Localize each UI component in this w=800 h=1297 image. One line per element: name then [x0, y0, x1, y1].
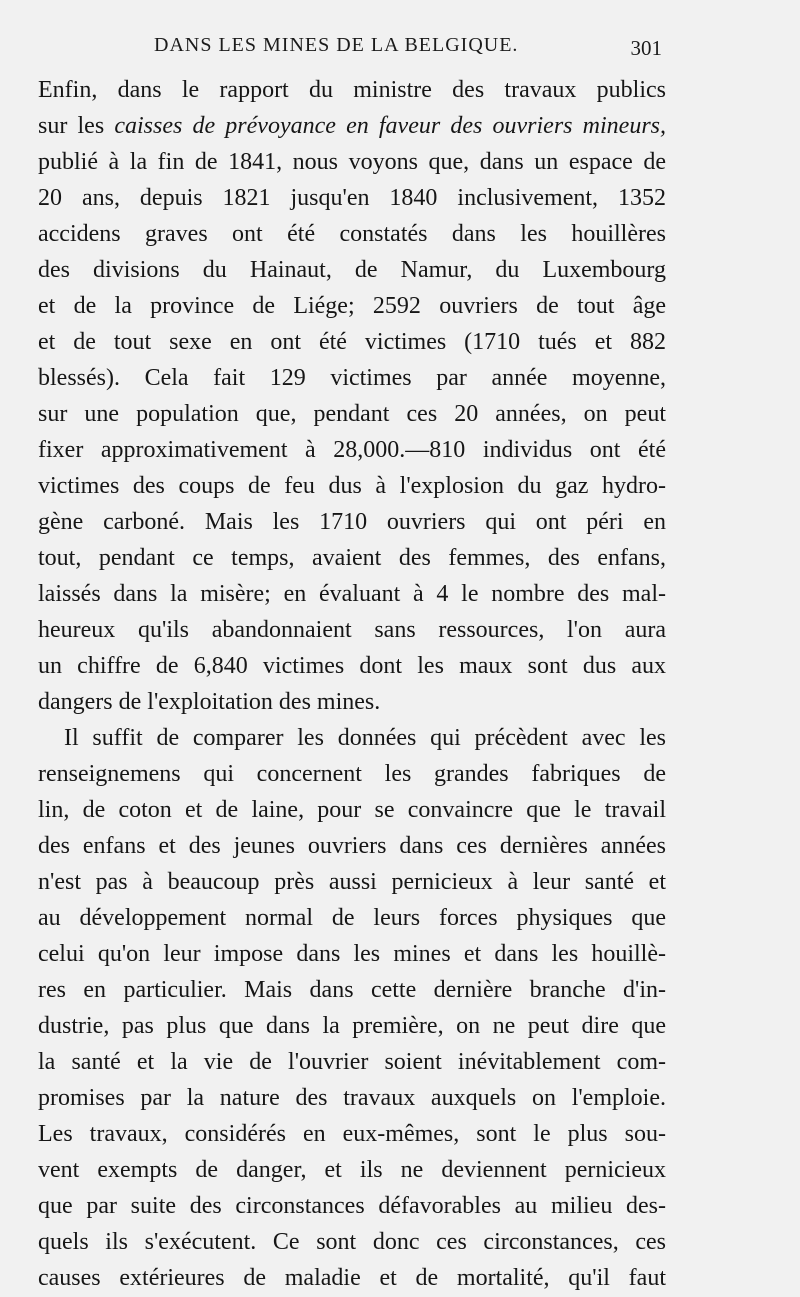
text-line: et de tout sexe en ont été victimes (1710 tués et 882 [38, 329, 666, 355]
text-line: Il suffit de comparer les données qui précèdent avec les [64, 725, 666, 751]
text-line: sur une population que, pendant ces 20 années, on peut [38, 401, 666, 427]
text-line: Enfin, dans le rapport du ministre des travaux publics [38, 77, 666, 103]
text-line: dangers de l'exploitation des mines. [38, 689, 381, 715]
italic-title: caisses de prévoyance en faveur des ouvriers mineurs, [114, 113, 666, 139]
text-line: des divisions du Hainaut, de Namur, du Luxembourg [38, 257, 666, 283]
text-line [38, 108, 666, 144]
page-header [36, 34, 662, 64]
text-line: des enfans et des jeunes ouvriers dans ces dernières années [38, 833, 666, 859]
text-line: accidens graves ont été constatés dans les houillères [38, 221, 666, 247]
text-line: res en particulier. Mais dans cette dernière branche d'in- [38, 977, 666, 1003]
text-line: gène carboné. Mais les 1710 ouvriers qui ont péri en [38, 509, 666, 535]
text-line: tout, pendant ce temps, avaient des femmes, des enfans, [38, 545, 666, 571]
text-line: lin, de coton et de laine, pour se convaincre que le travail [38, 797, 666, 823]
running-head: DANS LES MINES DE LA BELGIQUE. [154, 34, 519, 56]
text-line: quels ils s'exécutent. Ce sont donc ces circonstances, ces [38, 1229, 666, 1255]
text-line: publié à la fin de 1841, nous voyons que, dans un espace de [38, 149, 666, 175]
text-line: que par suite des circonstances défavorables au milieu des- [38, 1193, 666, 1219]
text-line: blessés). Cela fait 129 victimes par année moyenne, [38, 365, 666, 391]
text-segment: sur les [38, 113, 105, 139]
text-line: celui qu'on leur impose dans les mines et dans les houillè- [38, 941, 666, 967]
text-line: victimes des coups de feu dus à l'explosion du gaz hydro- [38, 473, 666, 499]
text-line: n'est pas à beaucoup près aussi pernicieux à leur santé et [38, 869, 666, 895]
text-line: renseignemens qui concernent les grandes fabriques de [38, 761, 666, 787]
text-line: vent exempts de danger, et ils ne deviennent pernicieux [38, 1157, 666, 1183]
text-line: 20 ans, depuis 1821 jusqu'en 1840 inclusivement, 1352 [38, 185, 666, 211]
text-line: causes extérieures de maladie et de mortalité, qu'il faut [38, 1265, 666, 1291]
text-line: fixer approximativement à 28,000.—810 individus ont été [38, 437, 666, 463]
text-line: dustrie, pas plus que dans la première, on ne peut dire que [38, 1013, 666, 1039]
text-line: heureux qu'ils abandonnaient sans ressources, l'on aura [38, 617, 666, 643]
text-line: et de la province de Liége; 2592 ouvriers de tout âge [38, 293, 666, 319]
text-line: un chiffre de 6,840 victimes dont les maux sont dus aux [38, 653, 666, 679]
text-line: promises par la nature des travaux auxquels on l'emploie. [38, 1085, 666, 1111]
body-text [38, 72, 666, 1296]
text-line: laissés dans la misère; en évaluant à 4 le nombre des mal- [38, 581, 666, 607]
text-line: la santé et la vie de l'ouvrier soient inévitablement com- [38, 1049, 666, 1075]
page-number: 301 [630, 36, 662, 60]
text-line: au développement normal de leurs forces physiques que [38, 905, 666, 931]
text-line: Les travaux, considérés en eux-mêmes, sont le plus sou- [38, 1121, 666, 1147]
